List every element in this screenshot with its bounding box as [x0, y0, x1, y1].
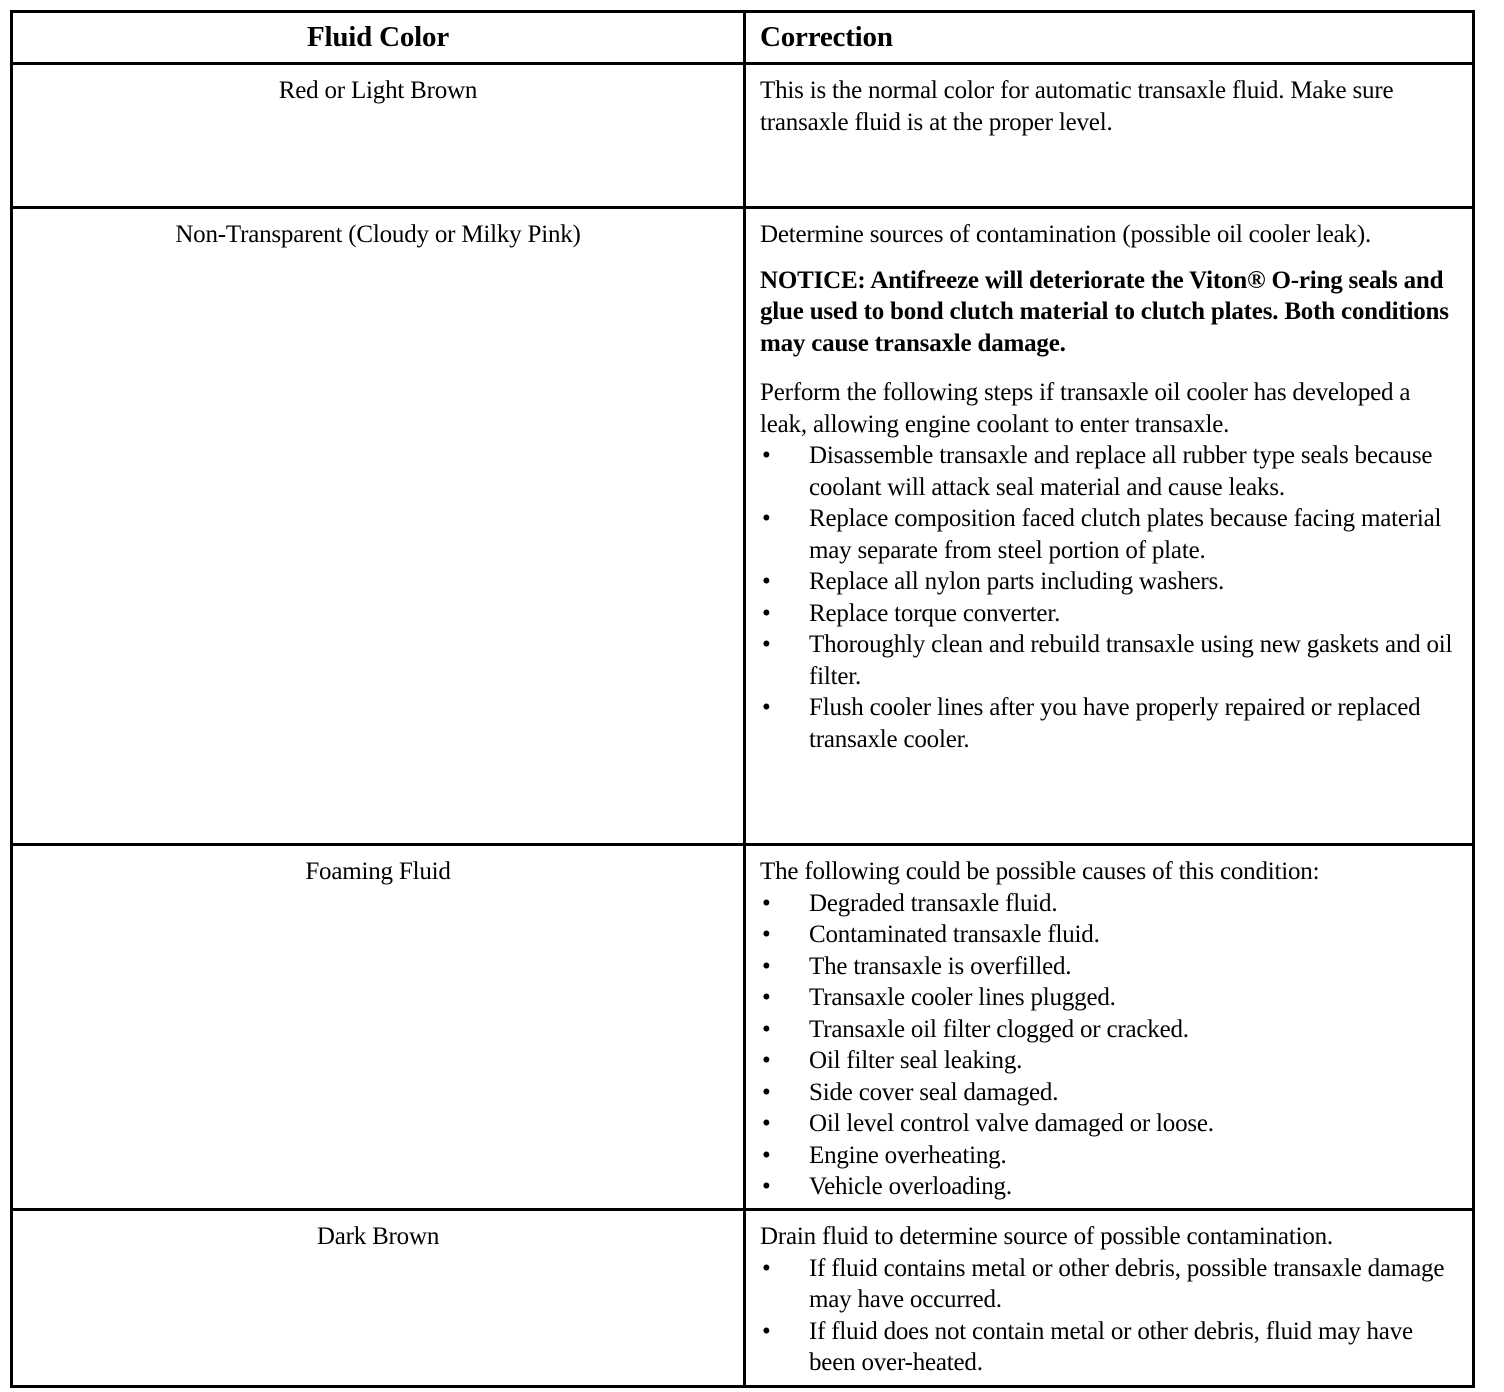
correction-text: This is the normal color for automatic transaxle fluid. Make sure transaxle fluid is at the proper level. [760, 77, 1394, 136]
table-header-row [12, 12, 1474, 64]
list-item: • Replace all nylon parts including washers. [760, 566, 1462, 598]
fluid-color-cell: Non-Transparent (Cloudy or Milky Pink) [12, 208, 745, 845]
list-item: • Replace composition faced clutch plates because facing material may separate from steel portion of plate. [760, 503, 1462, 566]
steps-intro: Perform the following steps if transaxle oil cooler has developed a leak, allowing engine coolant to enter transaxle. [760, 379, 1411, 438]
fluid-color-table [10, 10, 1475, 1388]
list-item: • Side cover seal damaged. [760, 1077, 1462, 1109]
correction-cell [745, 64, 1474, 208]
table-row [12, 845, 1474, 1210]
list-item: • Engine overheating. [760, 1140, 1462, 1172]
list-item: • Replace torque converter. [760, 598, 1462, 630]
bullet-list [760, 440, 1462, 755]
list-item: • Transaxle oil filter clogged or cracked. [760, 1014, 1462, 1046]
correction-text: The following could be possible causes of this condition: [760, 858, 1320, 885]
header-fluid-color: Fluid Color [12, 12, 745, 64]
fluid-color-cell: Dark Brown [12, 1210, 745, 1387]
list-item: • Oil filter seal leaking. [760, 1045, 1462, 1077]
table-row [12, 1210, 1474, 1387]
list-item: • Disassemble transaxle and replace all rubber type seals because coolant will attack seal material and cause leaks. [760, 440, 1462, 503]
list-item: • The transaxle is overfilled. [760, 951, 1462, 983]
correction-cell [745, 208, 1474, 845]
list-item: • Oil level control valve damaged or loose. [760, 1108, 1462, 1140]
notice-text: NOTICE: Antifreeze will deteriorate the Viton® O-ring seals and glue used to bond clutch material to clutch plates. Both conditions may cause transaxle damage. [760, 266, 1449, 357]
list-item: • Transaxle cooler lines plugged. [760, 982, 1462, 1014]
list-item: • Thoroughly clean and rebuild transaxle using new gaskets and oil filter. [760, 629, 1462, 692]
correction-text: Drain fluid to determine source of possible contamination. [760, 1223, 1333, 1250]
table-row [12, 208, 1474, 845]
list-item: • If fluid does not contain metal or other debris, fluid may have been over-heated. [760, 1316, 1462, 1379]
bullet-list [760, 888, 1462, 1203]
list-item: • Flush cooler lines after you have properly repaired or replaced transaxle cooler. [760, 692, 1462, 755]
correction-cell [745, 845, 1474, 1210]
fluid-color-cell: Red or Light Brown [12, 64, 745, 208]
bullet-list [760, 1253, 1462, 1379]
table-row [12, 64, 1474, 208]
list-item: • If fluid contains metal or other debris, possible transaxle damage may have occurred. [760, 1253, 1462, 1316]
correction-text: Determine sources of contamination (possible oil cooler leak). [760, 221, 1372, 248]
list-item: • Vehicle overloading. [760, 1171, 1462, 1203]
correction-cell [745, 1210, 1474, 1387]
fluid-color-cell: Foaming Fluid [12, 845, 745, 1210]
list-item: • Degraded transaxle fluid. [760, 888, 1462, 920]
header-correction: Correction [745, 12, 1474, 64]
list-item: • Contaminated transaxle fluid. [760, 919, 1462, 951]
